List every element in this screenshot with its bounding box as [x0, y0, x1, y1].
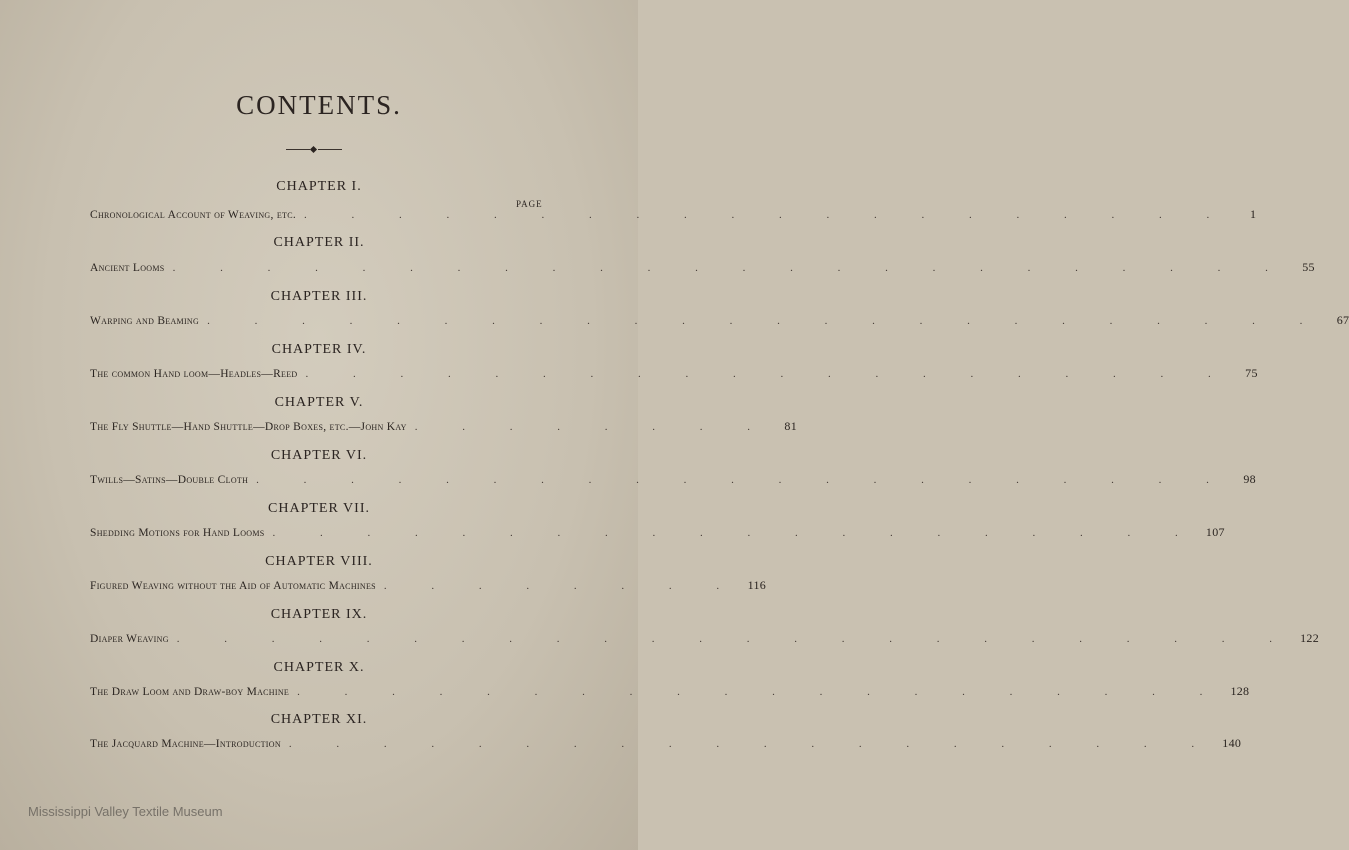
toc-entry-page: 55 [1302, 260, 1315, 274]
chapter-heading: CHAPTER I. [276, 179, 362, 194]
toc-entry [90, 525, 1225, 541]
toc-entry [90, 472, 1256, 488]
dot-leader: . . . . . . . . . . . . . . . . . . . . [288, 738, 1216, 750]
chapter-heading: CHAPTER VII. [268, 501, 370, 516]
chapter-heading: CHAPTER IX. [270, 607, 368, 622]
toc-entry [90, 366, 1258, 382]
toc-entry-title: The Draw Loom and Draw-boy Machine [90, 686, 290, 698]
toc-entry-page: 81 [784, 419, 797, 433]
chapter-heading: CHAPTER II. [273, 235, 365, 250]
ornament-divider [286, 147, 342, 153]
toc-entry-page: 75 [1245, 366, 1258, 380]
dot-leader: . . . . . . . . . . . . . . . . . . . . . [256, 474, 1230, 486]
toc-entry-page: 67 [1336, 313, 1349, 327]
ornament-diamond-icon [310, 146, 317, 153]
toc-entry [90, 578, 767, 594]
toc-entry [90, 631, 1320, 647]
toc-entry-page: 107 [1205, 525, 1225, 539]
dot-leader: . . . . . . . . . . . . . . . . . . . . [305, 368, 1232, 380]
toc-entry-title: Chronological Account of Weaving, etc. [90, 209, 297, 221]
toc-entry-page: 1 [1249, 207, 1257, 221]
toc-entry [90, 207, 1257, 223]
page-column-label: PAGE [516, 199, 543, 209]
chapter-heading: CHAPTER IV. [271, 342, 367, 357]
chapter-heading: CHAPTER XI. [270, 712, 368, 727]
toc-entry-title: The Jacquard Machine—Introduction [90, 738, 281, 750]
dot-leader: . . . . . . . . . . . . . . . . . . . . [304, 209, 1231, 221]
chapter-heading: CHAPTER VI. [270, 448, 368, 463]
chapter-heading: CHAPTER X. [273, 660, 365, 675]
chapter-heading: CHAPTER VIII. [265, 554, 373, 569]
toc-entry [90, 736, 1242, 752]
toc-entry-title: The Fly Shuttle—Hand Shuttle—Drop Boxes, etc.—John Kay [90, 421, 407, 433]
toc-entry-page: 98 [1243, 472, 1256, 486]
toc-entry-title: Twills—Satins—Double Cloth [90, 474, 249, 486]
chapter-heading: CHAPTER V. [274, 395, 364, 410]
toc-entry [90, 313, 1349, 329]
toc-entry-title: The common Hand loom—Headles—Reed [90, 368, 298, 380]
ornament-line-left [286, 149, 310, 150]
dot-leader: . . . . . . . . . . . . . . . . . . . . . . . . [172, 262, 1289, 274]
toc-entry-page: 122 [1300, 631, 1320, 645]
toc-entry [90, 419, 797, 435]
dot-leader: . . . . . . . . . . . . . . . . . . . . [272, 527, 1199, 539]
toc-entry-title: Warping and Beaming [90, 315, 200, 327]
toc-entry-page: 116 [747, 578, 767, 592]
toc-entry [90, 260, 1315, 276]
toc-entry-title: Figured Weaving without the Aid of Automatic Machines [90, 580, 376, 592]
page-title: CONTENTS. [236, 90, 402, 120]
toc-entry-title: Shedding Motions for Hand Looms [90, 527, 265, 539]
dot-leader: . . . . . . . . [383, 580, 741, 592]
dot-leader: . . . . . . . . . . . . . . . . . . . . . . . . [207, 315, 1324, 327]
dot-leader: . . . . . . . . . . . . . . . . . . . . [297, 686, 1224, 698]
chapter-heading: CHAPTER III. [270, 289, 368, 304]
ornament-line-right [318, 149, 342, 150]
toc-entry-page: 140 [1222, 736, 1242, 750]
toc-entry [90, 684, 1250, 700]
dot-leader: . . . . . . . . . . . . . . . . . . . . . . . . [176, 633, 1294, 645]
toc-entry-page: 128 [1230, 684, 1250, 698]
dot-leader: . . . . . . . . [414, 421, 771, 433]
toc-entry-title: Ancient Looms [90, 262, 165, 274]
museum-watermark: Mississippi Valley Textile Museum [28, 804, 223, 819]
toc-entry-title: Diaper Weaving [90, 633, 169, 645]
